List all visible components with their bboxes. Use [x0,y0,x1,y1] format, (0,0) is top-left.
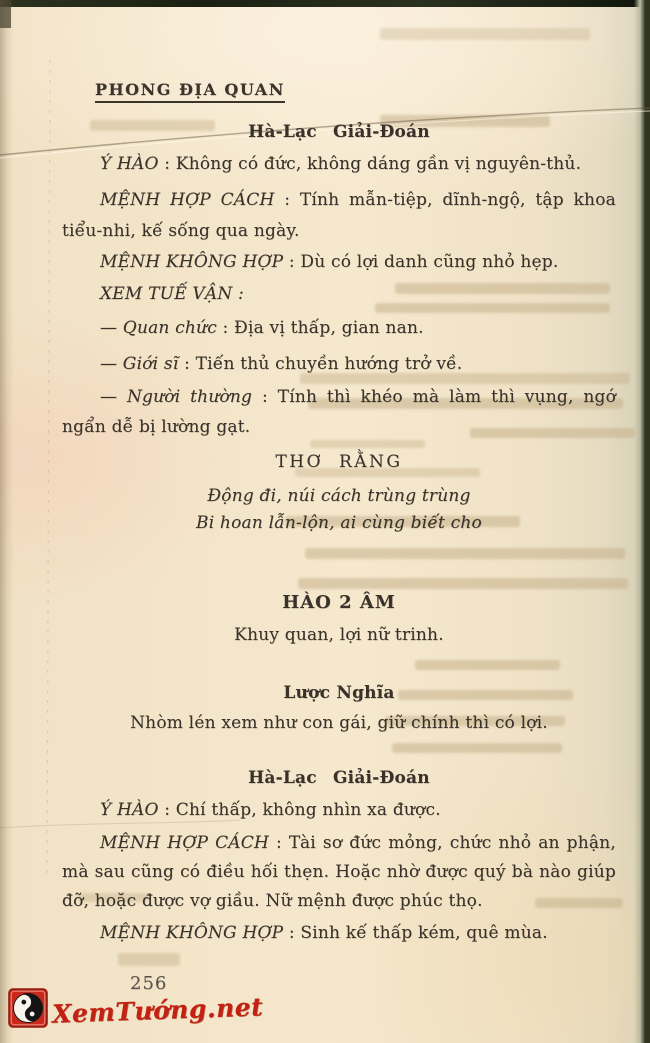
paragraph-xem-tue-van [62,279,616,309]
scan-edge-right [634,0,650,1043]
paragraph-lead: MỆNH HỢP CÁCH [100,833,270,853]
paragraph-menh-khong-hop-1 [62,247,616,277]
scan-edge-left [0,0,14,1043]
poem-line-2: Bi hoan lẫn-lộn, ai cùng biết cho [196,513,482,533]
running-head: PHONG ĐỊA QUAN [95,80,285,103]
page-number: 256 [130,973,168,994]
list-item-lead: — Người thường [100,387,253,407]
list-item-lead: — Quan chức [100,318,217,338]
scan-edge-top [0,0,650,7]
hao-subtitle: Khuy quan, lợi nữ trinh. [234,625,444,645]
paragraph-y-hao-1 [62,149,616,179]
tho-rang-heading: THƠ RẰNG [275,452,403,472]
paragraph-text: : Tài sơ đức mỏng, chức nhỏ an phận, mà sau cũng có điều hối thẹn. Hoặc nhờ được quý bà nào giúp đỡ, hoặc được vợ giầu. Nữ mệnh được phúc thọ. [62,833,617,911]
list-item-lead: — Giới sĩ [100,354,179,374]
list-item-quan-chuc [62,313,616,343]
paragraph-lead: Ý HÀO [100,154,159,174]
bleed-through-line [415,660,560,670]
scan-corner-shadow [0,0,11,28]
paragraph-text: : Chí thấp, không nhìn xa được. [158,800,441,820]
paragraph-menh-hop-cach-2 [62,829,616,916]
section-heading-hao-2-am: HÀO 2 ÂM [282,592,396,613]
paragraph-menh-khong-hop-2 [62,918,616,948]
bleed-through-line [305,548,625,559]
paragraph-text: : Dù có lợi danh cũng nhỏ hẹp. [283,252,559,272]
watermark-text: XemTướng.net [51,991,264,1029]
paragraph-menh-hop-cach-1 [62,185,616,247]
paragraph-text: : Tính mẫn-tiệp, dĩnh-ngộ, tập khoa tiểu-nhi, kế sống qua ngày. [62,190,616,241]
paragraph-text: : Không có đức, không dáng gần vị nguyên-thủ. [158,154,582,174]
paragraph-lead: Ý HÀO [100,800,159,820]
paragraph-text: : [232,284,244,304]
poem-line-1: Động đi, núi cách trùng trùng [207,486,471,506]
list-item-gioi-si [62,349,616,379]
yin-yang-icon [8,988,48,1032]
paragraph-lead: MỆNH KHÔNG HỢP [100,923,284,943]
section-heading-ha-lac-1: Hà-Lạc Giải-Đoán [248,122,430,142]
list-item-nguoi-thuong [62,382,616,442]
paragraph-lead: MỆNH KHÔNG HỢP [100,252,284,272]
paragraph-lead: XEM TUẾ VẬN [100,284,233,304]
list-item-text: : Địa vị thấp, gian nan. [216,318,424,338]
list-item-text: : Tiến thủ chuyền hướng trở về. [178,354,463,374]
paragraph-text: : Sinh kế thấp kém, quê mùa. [283,923,548,943]
bleed-through-line [392,743,562,753]
bleed-through-line [118,953,180,966]
section-heading-ha-lac-2: Hà-Lạc Giải-Đoán [248,768,430,788]
watermark [8,988,263,1032]
bleed-through-line [380,28,590,40]
luoc-nghia-text: Nhòm lén xem như con gái, giữ chính thì có lợi. [130,713,548,733]
paragraph-lead: MỆNH HỢP CÁCH [100,190,275,210]
list-item-text: : Tính thì khéo mà làm thì vụng, ngớ ngẩn dễ bị lường gạt. [62,387,617,437]
section-heading-luoc-nghia: Lược Nghĩa [283,683,395,703]
paragraph-y-hao-2 [62,795,616,825]
